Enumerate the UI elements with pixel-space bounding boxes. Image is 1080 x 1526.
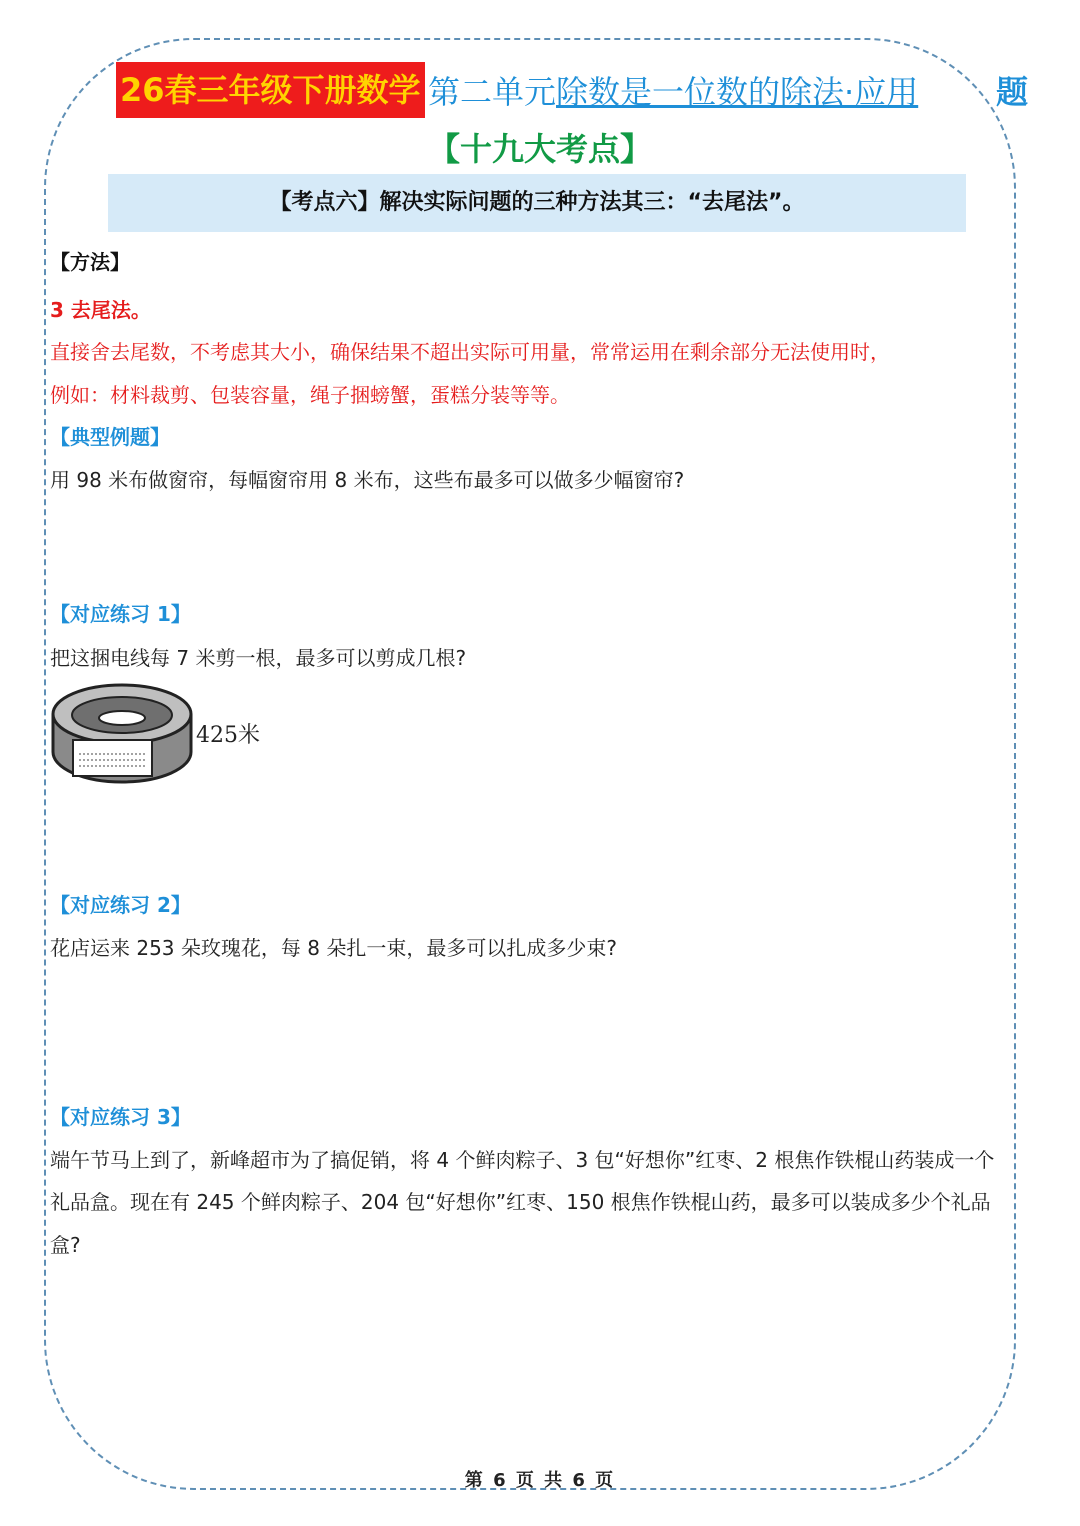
title-link[interactable]: 除数是一位数的除法·应用	[556, 73, 919, 111]
practice3-label: 【对应练习 3】	[50, 1105, 191, 1129]
practice1-label: 【对应练习 1】	[50, 602, 191, 626]
title-highlight: 26春三年级下册数学	[116, 62, 425, 118]
method-label: 【方法】	[50, 250, 130, 274]
practice3-line3: 盒?	[50, 1233, 81, 1257]
page-number: 第 6 页 共 6 页	[464, 1470, 616, 1491]
rule-text-line2: 例如：材料裁剪、包装容量，绳子捆螃蟹，蛋糕分装等等。	[50, 383, 570, 407]
title-unit	[428, 62, 918, 122]
rule-text-line1: 直接舍去尾数，不考虑其大小，确保结果不超出实际可用量，常常运用在剩余部分无法使用时，	[50, 340, 890, 364]
subtitle: 【十九大考点】	[427, 130, 652, 168]
topic-banner: 【考点六】解决实际问题的三种方法其三：“去尾法”。	[108, 174, 966, 232]
example-label: 【典型例题】	[50, 425, 170, 449]
example-question: 用 98 米布做窗帘，每幅窗帘用 8 米布，这些布最多可以做多少幅窗帘?	[50, 468, 685, 492]
title-tail: 题	[996, 73, 1029, 111]
wire-coil-image	[50, 682, 195, 786]
practice1-question: 把这捆电线每 7 米剪一根，最多可以剪成几根?	[50, 646, 467, 670]
coil-length-label: 425米	[196, 723, 260, 748]
page-title	[0, 62, 1080, 122]
practice2-question: 花店运来 253 朵玫瑰花，每 8 朵扎一束，最多可以扎成多少束?	[50, 936, 617, 960]
title-unit-text: 第二单元	[428, 73, 557, 111]
rule-title: 3 去尾法。	[50, 298, 151, 322]
practice3-line2: 礼品盒。现在有 245 个鲜肉粽子、204 包“好想你”红枣、150 根焦作铁棍山药，最多可以装成多少个礼品	[50, 1190, 991, 1214]
practice2-label: 【对应练习 2】	[50, 893, 191, 917]
practice3-line1: 端午节马上到了，新峰超市为了搞促销，将 4 个鲜肉粽子、3 包“好想你”红枣、2 根焦作铁棍山药装成一个	[50, 1148, 995, 1172]
